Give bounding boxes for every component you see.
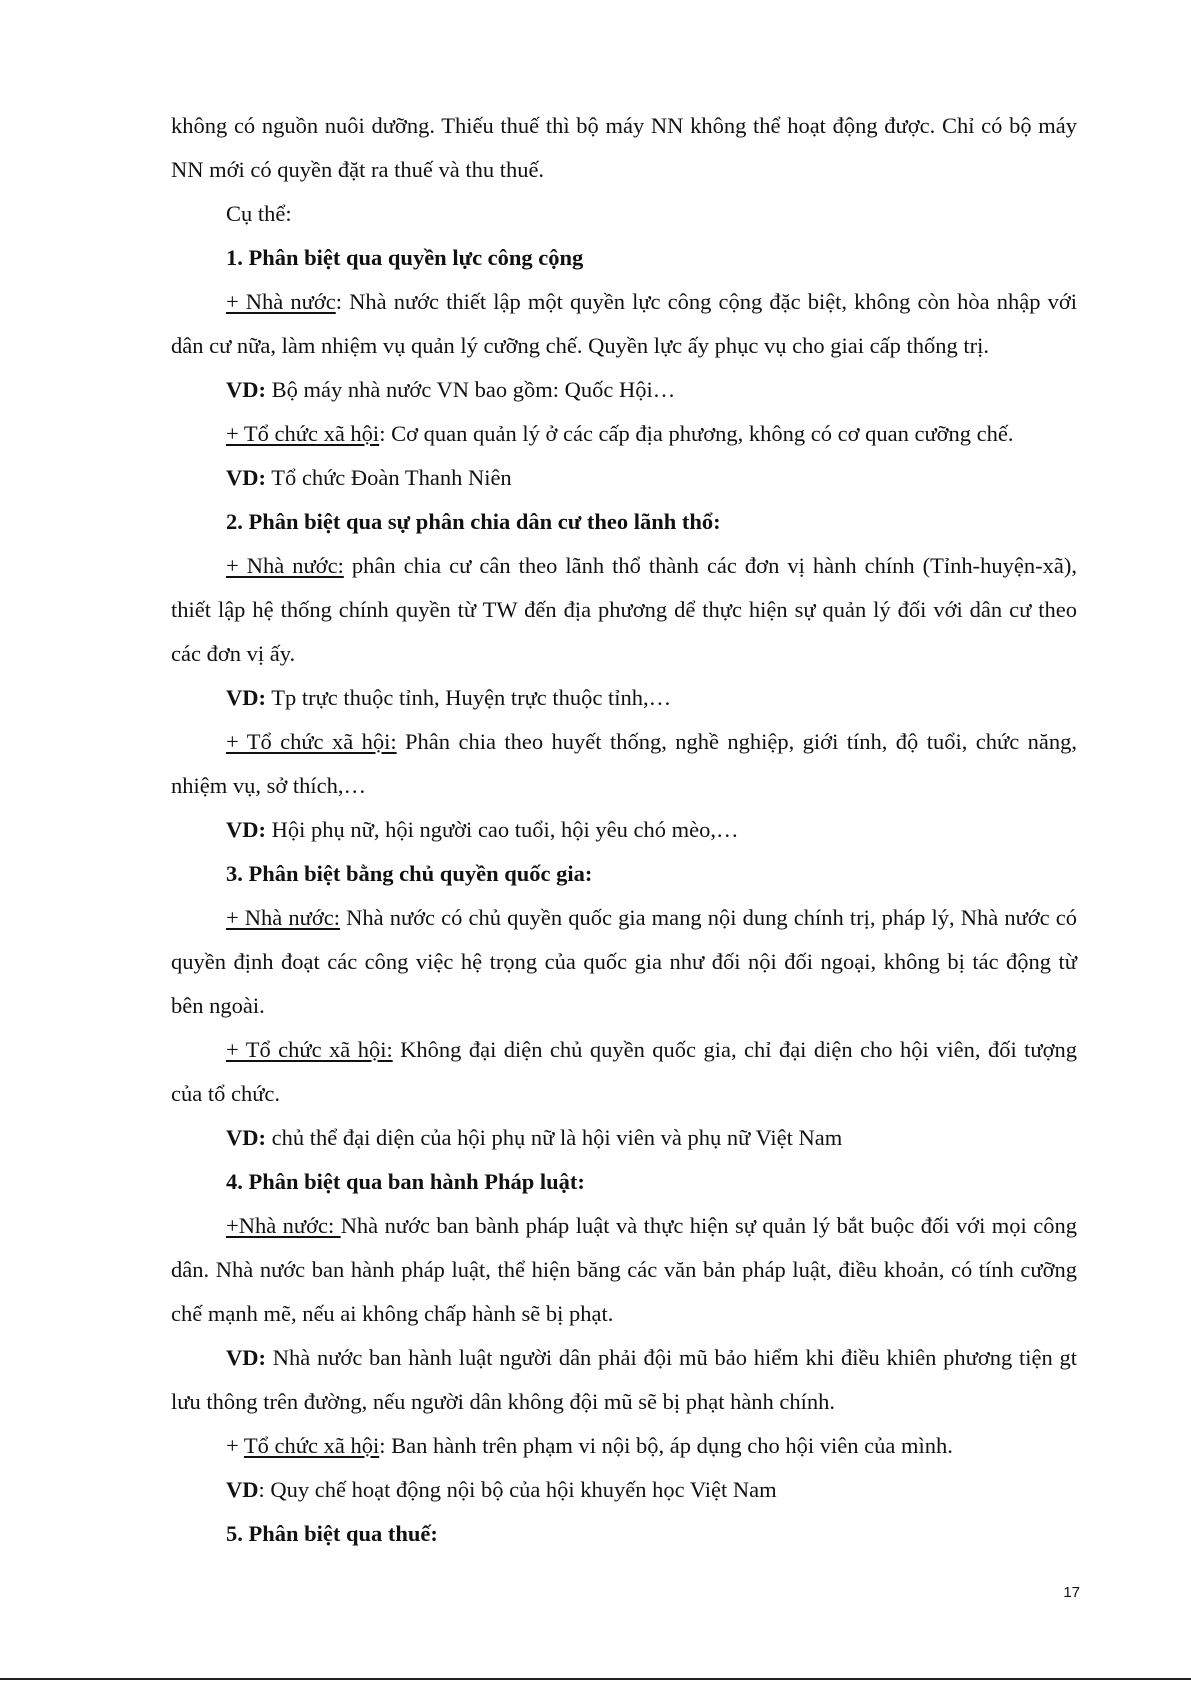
specifically-label: Cụ thể: xyxy=(226,201,292,226)
section-1-example-1 xyxy=(171,368,1077,412)
bottom-divider xyxy=(0,1678,1191,1680)
org-prefix: + xyxy=(226,1433,244,1458)
section-4-example-1 xyxy=(171,1336,1077,1424)
example-text: Tp trực thuộc tỉnh, Huyện trực thuộc tỉnh,… xyxy=(266,685,672,710)
section-3-heading: 3. Phân biệt bằng chủ quyền quốc gia: xyxy=(226,861,593,886)
page-number: 17 xyxy=(1063,1584,1080,1601)
state-label: + Nhà nước: xyxy=(226,553,344,578)
example-text: Hội phụ nữ, hội người cao tuổi, hội yêu chó mèo,… xyxy=(266,817,739,842)
example-label: VD: xyxy=(226,465,266,490)
state-text: phân chia cư cân theo lãnh thổ thành các đơn vị hành chính (Tỉnh-huyện-xã), thiết lập hệ thống chính quyền từ TW đến địa phương dể thực hiện sự quản lý đối với dân cư theo các đơn vị ấy. xyxy=(171,553,1077,666)
example-label: VD xyxy=(226,1477,259,1502)
section-2-example-2 xyxy=(171,808,1077,852)
example-text: Bộ máy nhà nước VN bao gồm: Quốc Hội… xyxy=(266,377,676,402)
org-label: + Tổ chức xã hội xyxy=(226,421,380,446)
example-text: Nhà nước ban hành luật người dân phải đội mũ bảo hiểm khi điều khiên phương tiện gt lưu thông trên đường, nếu người dân không đội mũ sẽ bị phạt hành chính. xyxy=(171,1345,1077,1414)
example-text: chủ thể đại diện của hội phụ nữ là hội viên và phụ nữ Việt Nam xyxy=(266,1125,843,1150)
org-label: + Tổ chức xã hội: xyxy=(226,1037,393,1062)
example-text: : Quy chế hoạt động nội bộ của hội khuyến học Việt Nam xyxy=(258,1477,777,1502)
example-text: Tổ chức Đoàn Thanh Niên xyxy=(266,465,512,490)
section-5-heading: 5. Phân biệt qua thuế: xyxy=(226,1521,438,1546)
state-text: Nhà nước có chủ quyền quốc gia mang nội dung chính trị, pháp lý, Nhà nước có quyền định đoạt các công việc hệ trọng của quốc gia như đối nội đối ngoại, không bị tác động từ bên ngoài. xyxy=(171,905,1077,1018)
section-2-org-paragraph xyxy=(171,720,1077,808)
section-2-heading: 2. Phân biệt qua sự phân chia dân cư theo lãnh thổ: xyxy=(226,509,721,534)
section-3-state-paragraph xyxy=(171,896,1077,1028)
state-label: + Nhà nước xyxy=(226,289,336,314)
section-4-example-2 xyxy=(171,1468,1077,1512)
section-1-state-paragraph xyxy=(171,280,1077,368)
document-body xyxy=(171,104,1077,1556)
section-4-org-paragraph xyxy=(171,1424,1077,1468)
example-label: VD: xyxy=(226,1125,266,1150)
section-4-state-paragraph xyxy=(171,1204,1077,1336)
example-label: VD: xyxy=(226,1345,266,1370)
org-text: Phân chia theo huyết thống, nghề nghiệp, giới tính, độ tuổi, chức năng, nhiệm vụ, sở thích,… xyxy=(171,729,1077,798)
section-3-example xyxy=(171,1116,1077,1160)
section-1-org-paragraph xyxy=(171,412,1077,456)
org-label: + Tổ chức xã hội: xyxy=(226,729,397,754)
org-text: Không đại diện chủ quyền quốc gia, chỉ đại diện cho hội viên, đối tượng của tổ chức. xyxy=(171,1037,1077,1106)
intro-paragraph: không có nguồn nuôi dưỡng. Thiếu thuế thì bộ máy NN không thể hoạt động được. Chỉ có bộ máy NN mới có quyền đặt ra thuế và thu thuế. xyxy=(171,113,1077,182)
section-4-heading: 4. Phân biệt qua ban hành Pháp luật: xyxy=(226,1169,585,1194)
section-3-org-paragraph xyxy=(171,1028,1077,1116)
org-text: : Cơ quan quản lý ở các cấp địa phương, không có cơ quan cưỡng chế. xyxy=(379,421,1014,446)
state-label: +Nhà nước: xyxy=(226,1213,341,1238)
example-label: VD: xyxy=(226,685,266,710)
example-label: VD: xyxy=(226,377,266,402)
org-label: Tổ chức xã hội xyxy=(243,1433,380,1458)
section-2-example-1 xyxy=(171,676,1077,720)
org-text: : Ban hành trên phạm vi nội bộ, áp dụng cho hội viên của mình. xyxy=(379,1433,953,1458)
state-text: Nhà nước ban bành pháp luật và thực hiện sự quản lý bắt buộc đối với mọi công dân. Nhà nước ban hành pháp luật, thể hiện băng các văn bản pháp luật, điều khoản, có tính cưỡng chế mạnh mẽ, nếu ai không chấp hành sẽ bị phạt. xyxy=(171,1213,1077,1326)
section-1-example-2 xyxy=(171,456,1077,500)
section-1-heading: 1. Phân biệt qua quyền lực công cộng xyxy=(226,245,584,270)
example-label: VD: xyxy=(226,817,266,842)
state-label: + Nhà nước: xyxy=(226,905,340,930)
state-text: : Nhà nước thiết lập một quyền lực công cộng đặc biệt, không còn hòa nhập với dân cư nữa, làm nhiệm vụ quản lý cưỡng chế. Quyền lực ấy phục vụ cho giai cấp thống trị. xyxy=(171,289,1077,358)
section-2-state-paragraph xyxy=(171,544,1077,676)
